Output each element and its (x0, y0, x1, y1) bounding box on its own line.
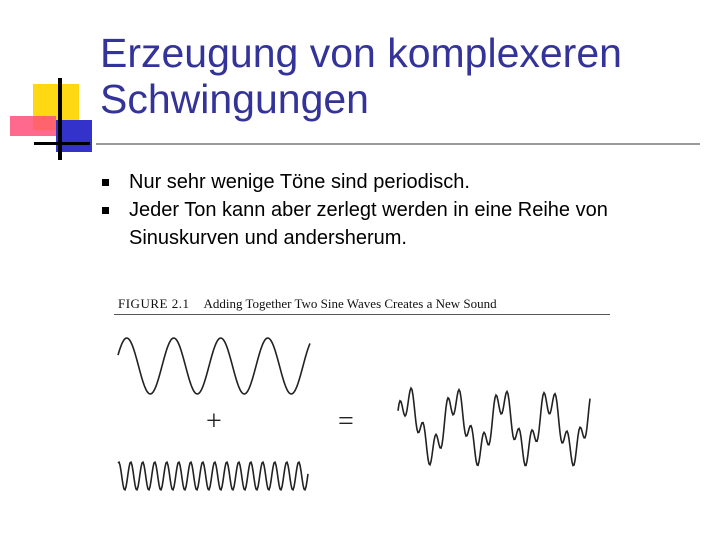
title-divider (96, 143, 700, 145)
bullet-item (102, 168, 662, 196)
plus-sign: + (206, 406, 222, 437)
bullet-square-icon (102, 179, 109, 186)
low-frequency-wave (118, 338, 310, 394)
bullet-text: Nur sehr wenige Töne sind periodisch. (129, 171, 470, 193)
bullet-square-icon (102, 207, 109, 214)
accent-vertical-line (58, 78, 62, 160)
accent-horizontal-line (34, 142, 90, 145)
slide-title (100, 30, 700, 122)
bullet-item (102, 196, 662, 252)
bullet-text: Jeder Ton kann aber zerlegt werden in eine Reihe von Sinuskurven und andersherum. (129, 199, 608, 249)
figure-title: Adding Together Two Sine Waves Creates a New Sound (203, 296, 497, 311)
figure-label: FIGURE 2.1 (118, 296, 190, 311)
title-line-1: Erzeugung von komplexeren (100, 30, 622, 76)
wave-diagram (100, 294, 612, 506)
accent-red-bar (10, 116, 56, 136)
combined-wave (398, 388, 590, 465)
high-frequency-wave (118, 462, 308, 490)
title-line-2: Schwingungen (100, 76, 369, 122)
bullet-list (102, 168, 662, 252)
equals-sign: = (338, 406, 354, 437)
sine-wave-figure (100, 294, 612, 506)
